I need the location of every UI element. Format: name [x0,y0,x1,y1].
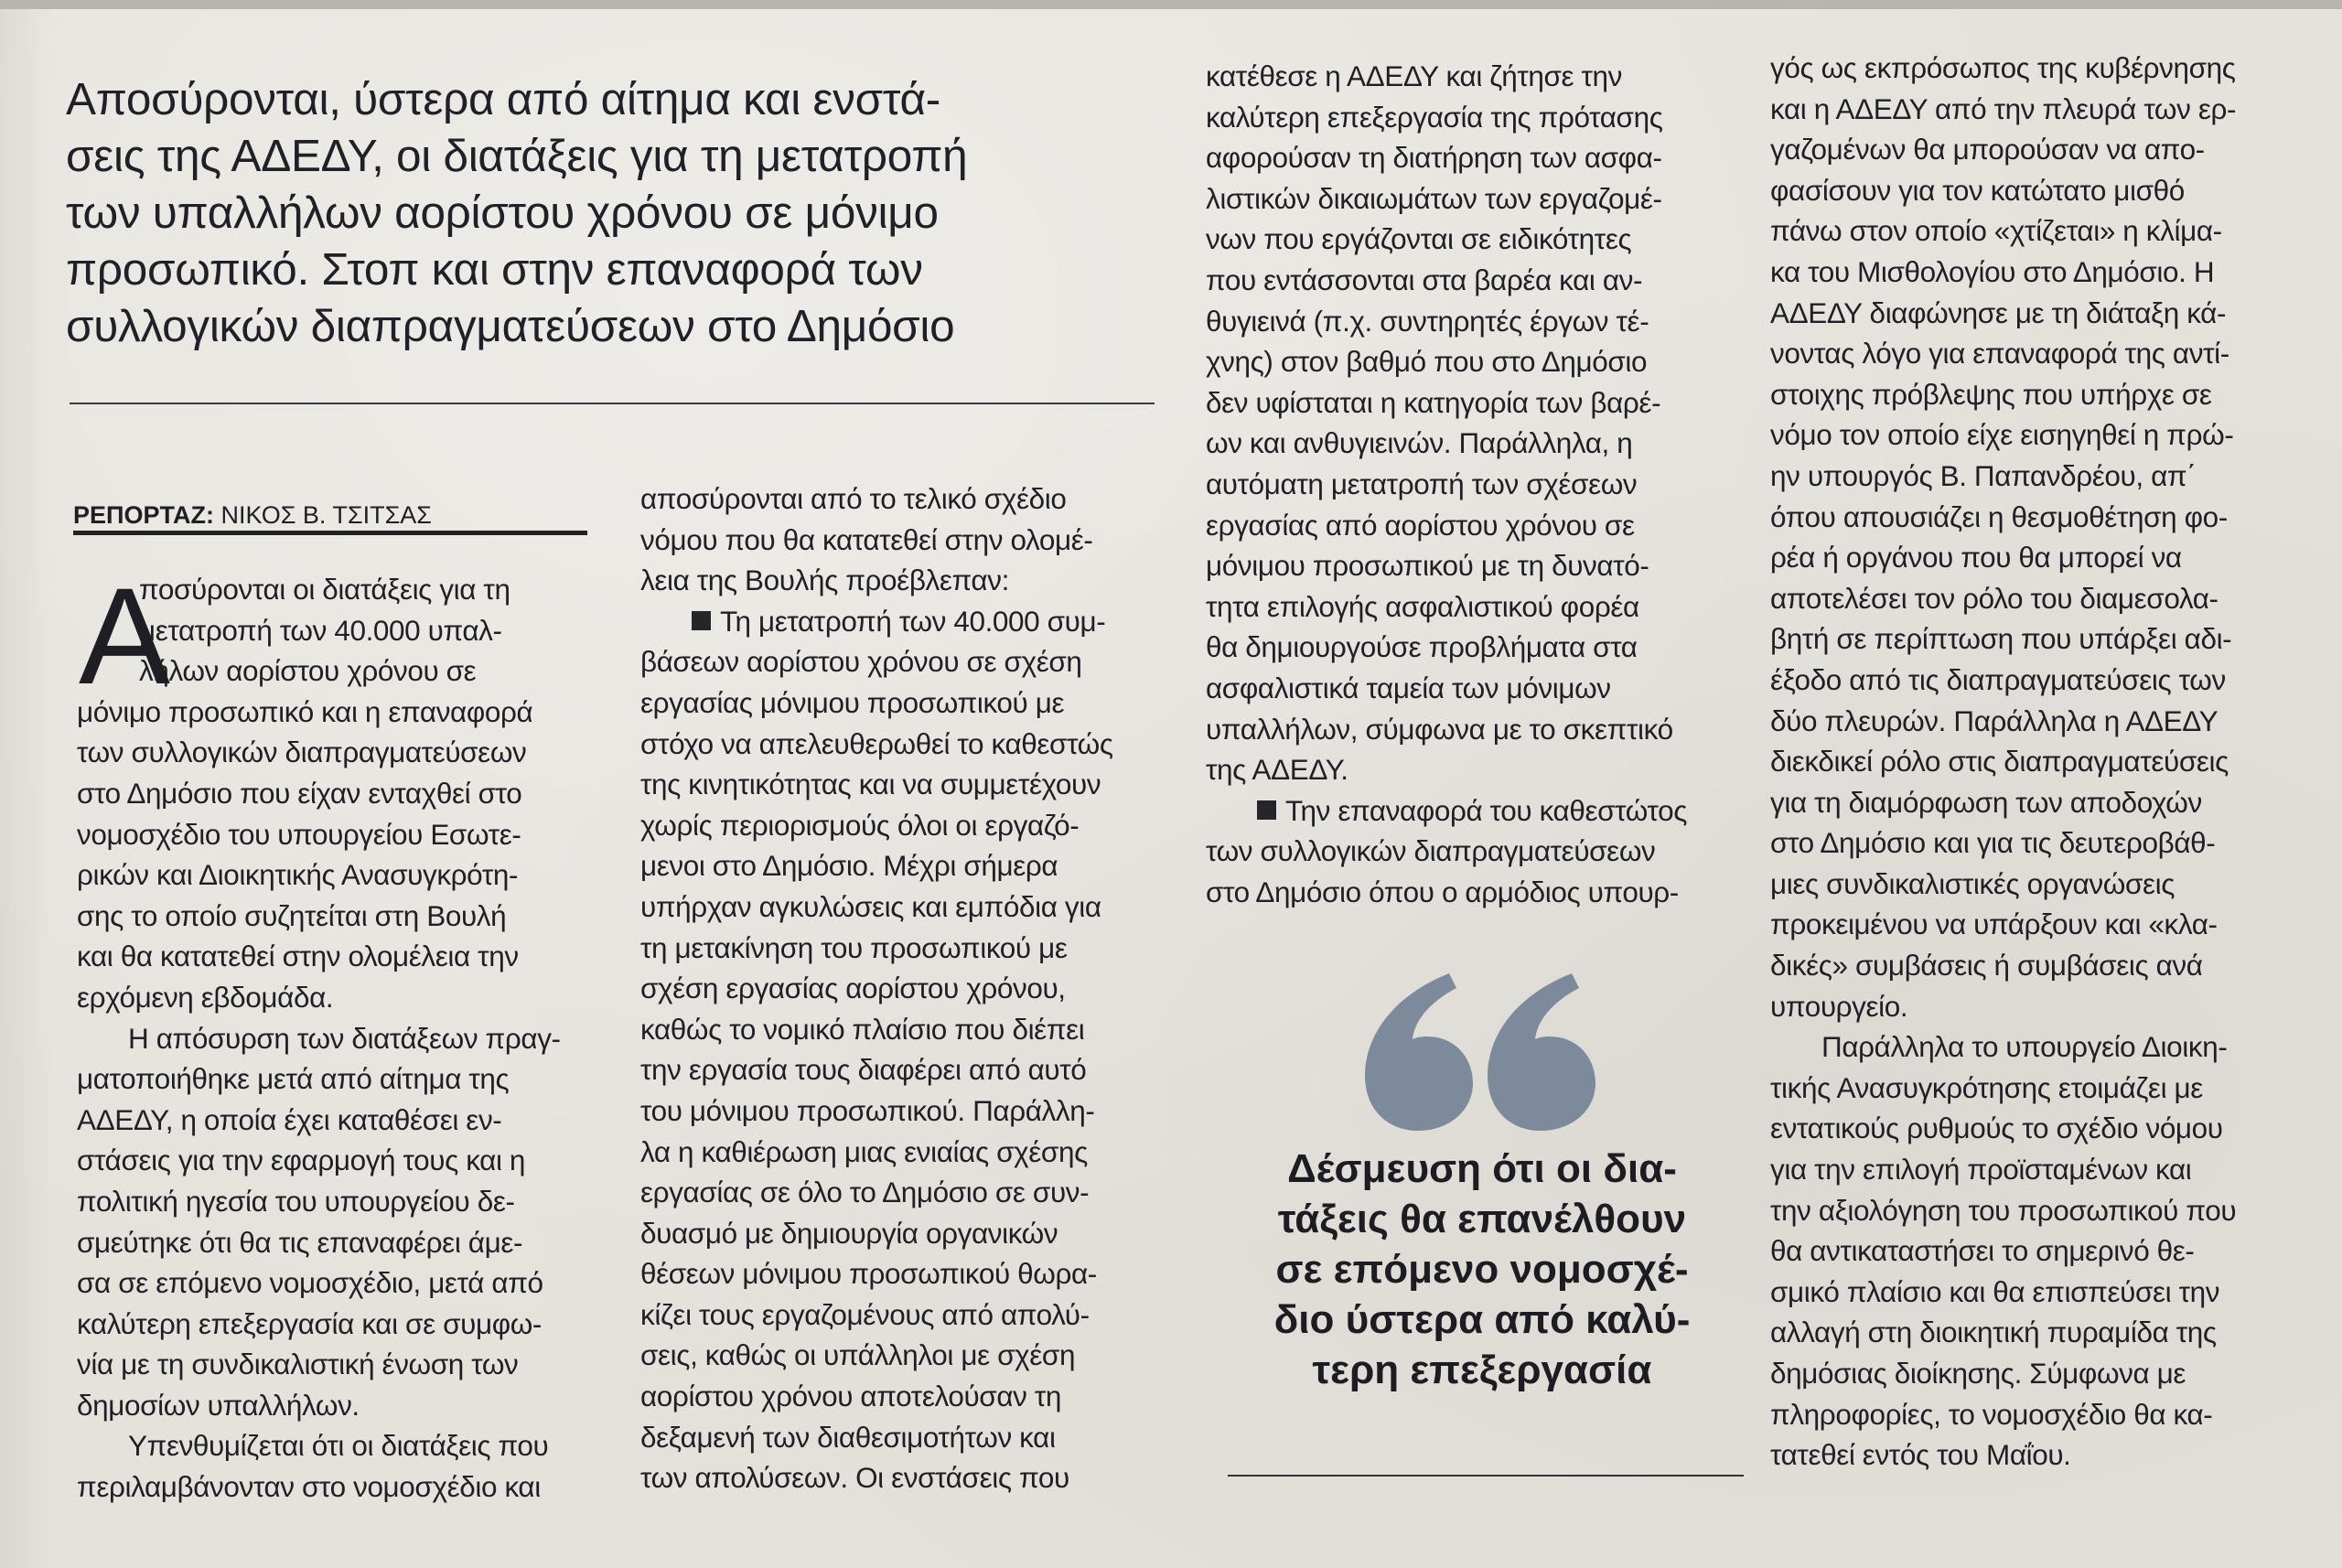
text-line: λιστικών δικαιωμάτων των εργαζομέ- [1206,181,1662,215]
text-line: εργασίας μόνιμου προσωπικού με [640,685,1065,719]
pull-quote-line: τάξεις θα επανέλθουν [1277,1197,1687,1241]
text-line: θυγιεινά (π.χ. συντηρητές έργων τέ- [1206,304,1649,338]
drop-cap: Α [79,559,171,713]
text-line: και η ΑΔΕΔΥ από την πλευρά των ερ- [1770,91,2237,125]
text-line: υπαλλήλων, σύμφωνα με το σκεπτικό [1206,712,1673,746]
text-line: θέσεων μόνιμου προσωπικού θωρα- [640,1257,1097,1291]
text-line: γαζομένων θα μπορούσαν να απο- [1770,133,2205,166]
pull-quote-divider [1228,1475,1744,1477]
text-line: προκειμένου να υπάρξουν και «κλα- [1770,908,2218,941]
text-line: φασίσουν για τον κατώτατο μισθό [1770,173,2185,207]
text-line: υπήρχαν αγκυλώσεις και εμπόδια για [640,889,1101,923]
text-line: ΑΔΕΔΥ διαφώνησε με τη διάταξη κά- [1770,295,2227,329]
text-line: χωρίς περιορισμούς όλοι οι εργαζό- [640,808,1080,842]
text-line [1206,790,1729,832]
text-line: Υπενθυμίζεται ότι οι διατάξεις που [128,1429,549,1463]
byline-underline [73,531,587,535]
text-line: σα σε επόμενο νομοσχέδιο, μετά από [77,1266,543,1300]
text-line: δημοσίων υπαλλήλων. [77,1388,360,1422]
text-line: νοντας λόγο για επαναφορά της αντί- [1770,337,2229,371]
text-line: δεν υφίσταται η κατηγορία των βαρέ- [1206,385,1661,419]
text-line: κα του Μισθολογίου στο Δημόσιο. Η [1770,254,2215,288]
text-line: νία με τη συνδικαλιστική ένωση των [77,1348,519,1381]
text-line: δυασμό με δημιουργία οργανικών [640,1216,1058,1250]
text-line: σεις, καθώς οι υπάλληλοι με σχέση [640,1338,1076,1372]
text-line: στάσεις για την εφαρμογή τους και η [77,1144,526,1177]
text-line: και θα κατατεθεί στην ολομέλεια την [77,940,519,973]
text-line: για την επιλογή προϊσταμένων και [1770,1153,2192,1187]
article-column-1 [77,559,600,1508]
text-line: ων και ανθυγιεινών. Παράλληλα, η [1206,426,1633,460]
text-line: Παράλληλα το υπουργείο Διοικη- [1821,1030,2228,1064]
text-line: βητή σε περίπτωση που υπάρξει αδι- [1770,622,2232,656]
pull-quote-line: Δέσμευση ότι οι δια- [1287,1146,1677,1191]
headline-line: Αποσύρονται, ύστερα από αίτημα και ενστά- [66,74,940,124]
text-line: έξοδο από τις διαπραγματεύσεις των [1770,662,2226,696]
pull-quote-line: τερη επεξεργασία [1312,1348,1652,1392]
text-line: δικές» συμβάσεις ή συμβάσεις ανά [1770,949,2203,983]
text-line: περιλαμβάνονταν στο νομοσχέδιο και [77,1470,541,1504]
text-line: μόνιμο προσωπικό και η επαναφορά [77,694,533,728]
text-line: διεκδικεί ρόλο στις διαπραγματεύσεις [1770,745,2229,779]
article-column-3 [1206,56,1729,912]
text-line: που εντάσσονται στα βαρέα και αν- [1206,263,1643,296]
text-line: κίζει τους εργαζομένους από απολύ- [640,1297,1090,1331]
text-line: αυτόματη μετατροπή των σχέσεων [1206,467,1638,500]
text-line: γός ως εκπρόσωπος της κυβέρνησης [1770,51,2236,84]
text-line: εργασίας σε όλο το Δημόσιο σε συν- [640,1176,1090,1209]
text-line: υπουργείο. [1770,989,1908,1023]
text-line: σμικό πλαίσιο και θα επισπεύσει την [1770,1274,2220,1308]
text-line: του μόνιμου προσωπικού. Παράλλη- [640,1093,1095,1127]
text-line: των συλλογικών διαπραγματεύσεων [77,736,527,769]
text-line: τατεθεί εντός του Μαΐου. [1770,1438,2071,1472]
text-line: αποσύρονται από το τελικό σχέδιο [640,482,1067,515]
bullet-square-icon [1257,800,1276,820]
text-line: νόμου που θα κατατεθεί στην ολομέ- [640,522,1093,556]
text-line: μετατροπή των 40.000 υπαλ- [139,613,502,647]
text-line: νομοσχέδιο του υπουργείου Εσωτε- [77,817,521,851]
text-line: όπου απουσιάζει η θεσμοθέτηση φο- [1770,499,2228,533]
text-line: σης το οποίο συζητείται στη Βουλή [77,898,507,932]
text-line: μιες συνδικαλιστικές οργανώσεις [1770,866,2175,900]
text-line: στο Δημόσιο όπου ο αρμόδιος υπουρ- [1206,875,1679,908]
text-line: ματοποιήθηκε μετά από αίτημα της [77,1062,510,1096]
bullet-text: Τη μετατροπή των 40.000 συμ- [720,604,1106,638]
text-line: εργασίας από αορίστου χρόνου σε [1206,508,1635,542]
text-line: εντατικούς ρυθμούς το σχέδιο νόμου [1770,1112,2223,1145]
text-line: καλύτερη επεξεργασία και σε συμφω- [77,1306,543,1340]
text-line: αποτελέσει τον ρόλο του διαμεσολα- [1770,581,2218,615]
text-line: θα δημιουργούσε προβλήματα στα [1206,630,1638,664]
text-line: στοιχης πρόβλεψης που υπήρχε σε [1770,377,2212,411]
text-line: αφορούσαν τη διατήρηση των ασφα- [1206,141,1662,175]
text-line: ποσύρονται οι διατάξεις για τη [139,573,510,606]
text-line: δεξαμενή των διαθεσιμοτήτων και [640,1420,1056,1454]
text-line: αορίστου χρόνου αποτελούσαν τη [640,1380,1061,1413]
text-line [640,601,1162,642]
byline [73,501,432,530]
bullet-square-icon [692,611,711,630]
headline-line: συλλογικών διαπραγματεύσεων στο Δημόσιο [66,301,955,351]
text-line: ερχόμενη εβδομάδα. [77,980,334,1014]
text-line: σμεύτηκε ότι θα τις επαναφέρει άμε- [77,1225,523,1259]
text-line: τη μετακίνηση του προσωπικού με [640,930,1068,964]
top-edge-strip [0,0,2342,9]
text-line: την αξιολόγηση του προσωπικού που [1770,1193,2237,1227]
text-line: νόμο τον οποίο είχε εισηγηθεί η πρώ- [1770,418,2234,452]
text-line: των απολύσεων. Οι ενστάσεις που [640,1461,1069,1495]
headline-line: προσωπικό. Στοπ και στην επαναφορά των [66,244,923,295]
text-line: των συλλογικών διαπραγματεύσεων [1206,834,1656,868]
article-column-4 [1770,48,2314,1476]
text-line: της κινητικότητας και να συμμετέχουν [640,768,1101,801]
text-line: θα αντικαταστήσει το σημερινό θε- [1770,1234,2195,1268]
article-headline [66,71,1164,355]
bullet-text: Την επαναφορά του καθεστώτος [1285,793,1687,827]
pull-quote-line: σε επόμενο νομοσχέ- [1275,1247,1689,1292]
text-line: λα η καθιέρωση μιας ενιαίας σχέσης [640,1134,1088,1168]
article-column-2 [640,478,1162,1498]
text-line: ρέα ή οργάνου που θα μπορεί να [1770,541,2182,575]
text-line: στο Δημόσιο και για τις δευτεροβάθ- [1770,826,2216,860]
text-line: τητα επιλογής ασφαλιστικού φορέα [1206,589,1639,623]
text-line: στόχο να απελευθερωθεί το καθεστώς [640,726,1113,760]
quote-mark-icon [1361,968,1599,1131]
byline-label: ΡΕΠΟΡΤΑΖ: [73,501,214,529]
text-line: καθώς το νομικό πλαίσιο που διέπει [640,1012,1085,1046]
text-line: δύο πλευρών. Παράλληλα η ΑΔΕΔΥ [1770,703,2218,737]
text-line: ασφαλιστικά ταμεία των μόνιμων [1206,671,1611,704]
text-line: στο Δημόσιο που είχαν ενταχθεί στο [77,776,522,810]
text-line: Η απόσυρση των διατάξεων πραγ- [128,1021,561,1055]
pull-quote-line: διο ύστερα από καλύ- [1273,1297,1691,1342]
text-line: τικής Ανασυγκρότησης ετοιμάζει με [1770,1070,2203,1104]
text-line: χνης) στον βαθμό που στο Δημόσιο [1206,345,1648,379]
text-line: βάσεων αορίστου χρόνου σε σχέση [640,645,1082,679]
headline-line: σεις της ΑΔΕΔΥ, οι διατάξεις για τη μετατροπή [66,131,968,181]
text-line: σχέση εργασίας αορίστου χρόνου, [640,972,1066,1005]
text-line: λεια της Βουλής προέβλεπαν: [640,564,1009,597]
headline-line: των υπαλλήλων αορίστου χρόνου σε μόνιμο [66,188,939,238]
text-line: για τη διαμόρφωση των αποδοχών [1770,785,2202,819]
text-line: λήλων αορίστου χρόνου σε [139,654,477,688]
text-line: την εργασία τους διαφέρει από αυτό [640,1053,1087,1087]
text-line: νων που εργάζονται σε ειδικότητες [1206,222,1632,256]
text-line: ρικών και Διοικητικής Ανασυγκρότη- [77,858,519,892]
pull-quote [1226,1144,1738,1395]
text-line: δημόσιας διοίκησης. Σύμφωνα με [1770,1357,2186,1390]
headline-divider [70,403,1155,404]
text-line: της ΑΔΕΔΥ. [1206,753,1348,787]
page-fold-shadow [0,0,55,1568]
byline-author: ΝΙΚΟΣ Β. ΤΣΙΤΣΑΣ [220,501,432,529]
text-line: κατέθεσε η ΑΔΕΔΥ και ζήτησε την [1206,59,1623,92]
text-line: πάνω στον οποίο «χτίζεται» η κλίμα- [1770,214,2222,248]
text-line: αλλαγή στη διοικητική πυραμίδα της [1770,1316,2217,1349]
text-line: ΑΔΕΔΥ, η οποία έχει καταθέσει εν- [77,1102,502,1136]
text-line: μόνιμου προσωπικού με τη δυνατό- [1206,549,1649,583]
text-line: καλύτερη επεξεργασία της πρότασης [1206,100,1663,134]
text-line: ην υπουργός Β. Παπανδρέου, απ΄ [1770,458,2197,492]
text-line: μενοι στο Δημόσιο. Μέχρι σήμερα [640,849,1058,883]
text-line: πληροφορίες, το νομοσχέδιο θα κα- [1770,1397,2213,1431]
text-line: πολιτική ηγεσία του υπουργείου δε- [77,1184,515,1218]
